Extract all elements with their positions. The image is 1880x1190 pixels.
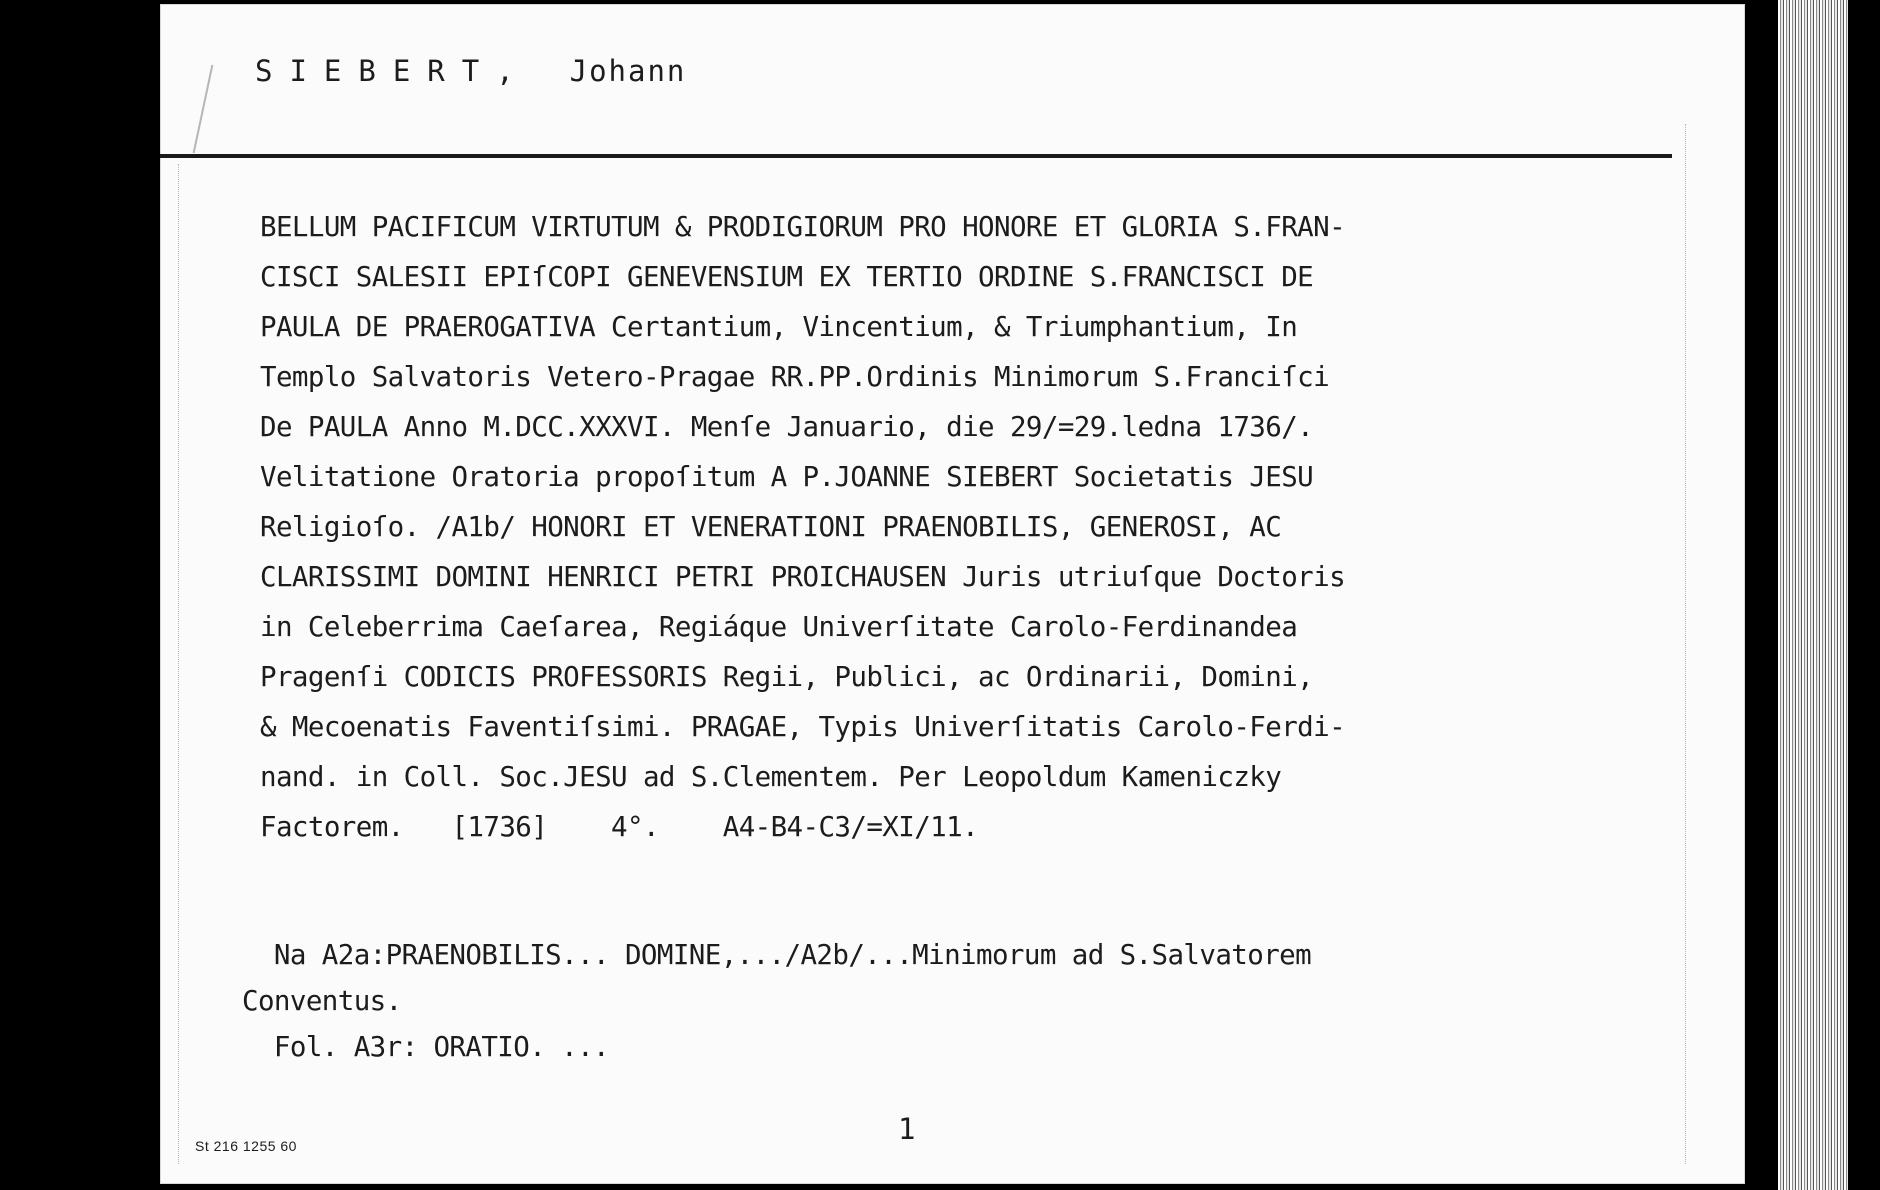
surname: SIEBERT, bbox=[255, 54, 531, 88]
description-line: nand. in Coll. Soc.JESU ad S.Clementem. Per Leopoldum Kameniczky bbox=[260, 761, 1282, 793]
note-line: Na A2a:PRAENOBILIS... DOMINE,.../A2b/...Minimorum ad S.Salvatorem bbox=[242, 939, 1312, 971]
description-line: in Celeberrima Caeſarea, Regiáque Univerſitate Carolo-Ferdinandea bbox=[260, 611, 1298, 643]
description-line: & Mecoenatis Faventiſsimi. PRAGAE, Typis Univerſitatis Carolo-Ferdi- bbox=[260, 711, 1346, 743]
bibliographic-description bbox=[260, 202, 1345, 852]
heading-rule bbox=[160, 154, 1672, 158]
description-line: Velitatione Oratoria propoſitum A P.JOANNE SIEBERT Societatis JESU bbox=[260, 461, 1314, 493]
description-line: Templo Salvatoris Vetero-Pragae RR.PP.Ordinis Minimorum S.Franciſci bbox=[260, 361, 1330, 393]
card-heading bbox=[255, 54, 686, 88]
card-notes bbox=[242, 932, 1311, 1070]
catalog-card bbox=[160, 4, 1745, 1184]
description-line: Religioſo. /A1b/ HONORI ET VENERATIONI PRAENOBILIS, GENEROSI, AC bbox=[260, 511, 1282, 543]
left-margin-guide bbox=[178, 164, 179, 1164]
description-line: BELLUM PACIFICUM VIRTUTUM & PRODIGIORUM PRO HONORE ET GLORIA S.FRAN- bbox=[260, 211, 1346, 243]
film-border bbox=[1848, 0, 1880, 1190]
description-line: Pragenſi CODICIS PROFESSORIS Regii, Publici, ac Ordinarii, Domini, bbox=[260, 661, 1314, 693]
page-number: 1 bbox=[898, 1112, 916, 1146]
note-line: Conventus. bbox=[242, 985, 402, 1017]
description-line: CLARISSIMI DOMINI HENRICI PETRI PROICHAUSEN Juris utriuſque Doctoris bbox=[260, 561, 1346, 593]
form-code: St 216 1255 60 bbox=[195, 1138, 297, 1154]
description-line: Factorem. [1736] 4°. A4-B4-C3/=XI/11. bbox=[260, 811, 979, 843]
margin-pencil-mark bbox=[193, 65, 214, 153]
forename: Johann bbox=[569, 54, 687, 88]
description-line: CISCI SALESII EPIſCOPI GENEVENSIUM EX TERTIO ORDINE S.FRANCISCI DE bbox=[260, 261, 1314, 293]
right-margin-guide bbox=[1685, 124, 1686, 1164]
description-line: PAULA DE PRAEROGATIVA Certantium, Vincentium, & Triumphantium, In bbox=[260, 311, 1298, 343]
description-line: De PAULA Anno M.DCC.XXXVI. Menſe Januario, die 29/=29.ledna 1736/. bbox=[260, 411, 1314, 443]
film-edge-strip bbox=[1778, 0, 1848, 1190]
note-line: Fol. A3r: ORATIO. ... bbox=[242, 1031, 609, 1063]
